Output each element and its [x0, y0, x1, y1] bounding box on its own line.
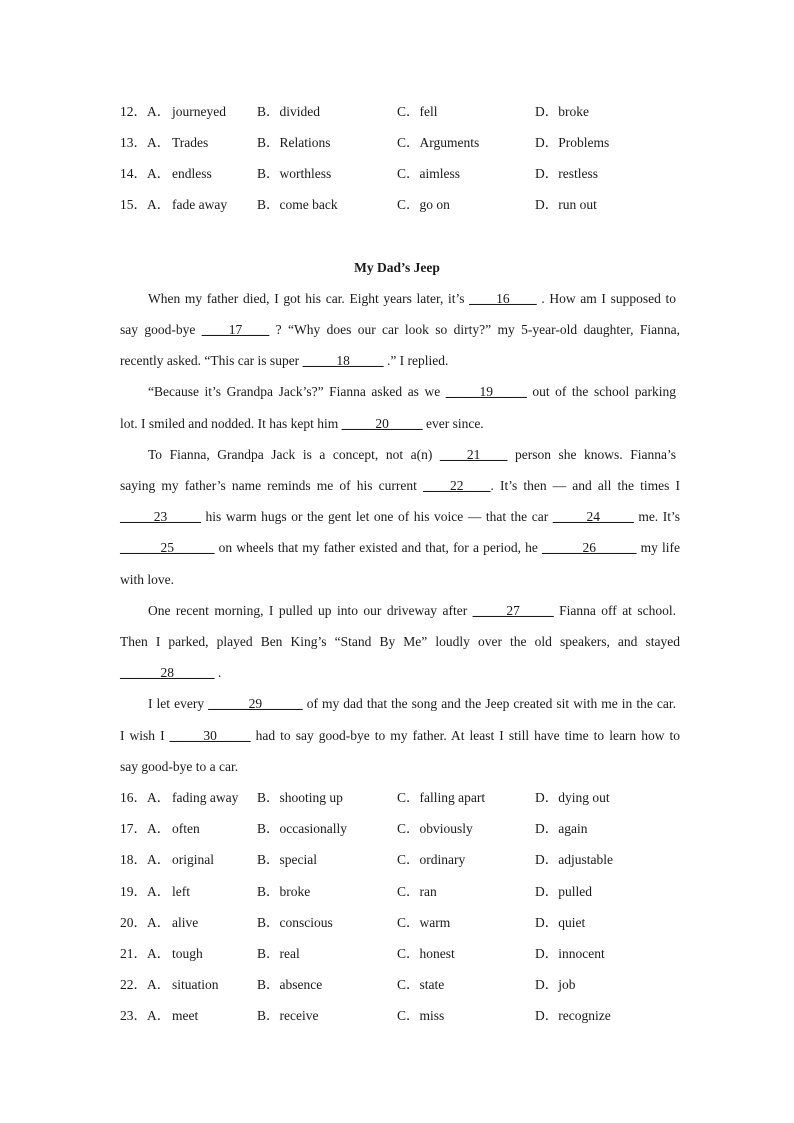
option-c: C．honest	[397, 946, 455, 961]
line-text: recently asked. “This car is super	[120, 353, 303, 368]
passage-line	[120, 538, 680, 558]
option-b: B．worthless	[257, 166, 332, 181]
option-a: fading away	[172, 790, 239, 805]
option-a: journeyed	[172, 104, 226, 119]
line-text: .	[214, 665, 222, 680]
passage-line	[120, 632, 680, 652]
option-d: D．run out	[535, 197, 597, 212]
answer-blank-30[interactable]: _____30_____	[169, 728, 251, 743]
option-a: meet	[172, 1008, 199, 1023]
option-b: B．special	[257, 852, 317, 867]
option-b: B．broke	[257, 884, 311, 899]
options-q14	[0, 164, 794, 184]
passage-line	[120, 570, 680, 590]
option-number: 12．A．	[120, 104, 171, 119]
option-number: 23．A．	[120, 1008, 171, 1023]
passage-line	[148, 382, 676, 402]
answer-blank-23[interactable]: _____23_____	[120, 509, 201, 524]
options-q21	[0, 944, 794, 964]
passage-title: My Dad’s Jeep	[354, 260, 440, 275]
line-text: of my dad that the song and the Jeep created sit with me in the car.	[302, 696, 676, 711]
option-a: often	[172, 821, 200, 836]
option-c: C．falling apart	[397, 790, 486, 805]
option-c: C．obviously	[397, 821, 473, 836]
option-number: 17．A．	[120, 821, 171, 836]
option-a: Trades	[172, 135, 209, 150]
option-c: C．warm	[397, 915, 451, 930]
options-q18	[0, 850, 794, 870]
passage-line	[120, 476, 680, 496]
passage-line	[148, 694, 676, 714]
option-a: endless	[172, 166, 212, 181]
option-b: B．conscious	[257, 915, 333, 930]
line-text: One recent morning, I pulled up into our driveway after	[148, 603, 473, 618]
option-b: B．Relations	[257, 135, 331, 150]
option-a: original	[172, 852, 214, 867]
line-text: lot. I smiled and nodded. It has kept him	[120, 416, 342, 431]
options-q19	[0, 882, 794, 902]
answer-blank-17[interactable]: ____17____	[201, 322, 270, 337]
line-text: I wish I	[120, 728, 170, 743]
option-c: C．fell	[397, 104, 438, 119]
option-number: 16．A．	[120, 790, 171, 805]
option-a: situation	[172, 977, 219, 992]
line-text: out of the school parking	[526, 384, 676, 399]
line-text: say good-bye to a car.	[120, 759, 239, 774]
passage-line	[120, 320, 680, 340]
line-text: me. It’s	[633, 509, 680, 524]
passage-line	[120, 507, 680, 527]
option-d: D．restless	[535, 166, 598, 181]
option-a: fade away	[172, 197, 228, 212]
option-c: C．Arguments	[397, 135, 480, 150]
option-b: B．real	[257, 946, 300, 961]
answer-blank-22[interactable]: ____22____	[422, 478, 491, 493]
answer-blank-25[interactable]: ______25______	[120, 540, 215, 555]
option-number: 18．A．	[120, 852, 171, 867]
line-text: saying my father’s name reminds me of his current	[120, 478, 423, 493]
options-q15	[0, 195, 794, 215]
options-q20	[0, 913, 794, 933]
option-b: B．come back	[257, 197, 338, 212]
answer-blank-20[interactable]: _____20_____	[341, 416, 423, 431]
option-d: D．recognize	[535, 1008, 611, 1023]
option-d: D．quiet	[535, 915, 586, 930]
option-d: D．adjustable	[535, 852, 613, 867]
option-b: B．receive	[257, 1008, 319, 1023]
answer-blank-24[interactable]: _____24_____	[552, 509, 634, 524]
option-d: D．dying out	[535, 790, 610, 805]
line-text: . It’s then — and all the times I	[490, 478, 680, 493]
option-c: C．ordinary	[397, 852, 466, 867]
answer-blank-26[interactable]: ______26______	[541, 540, 637, 555]
option-c: C．miss	[397, 1008, 445, 1023]
passage-line	[148, 601, 676, 621]
option-b: B．divided	[257, 104, 320, 119]
option-number: 22．A．	[120, 977, 171, 992]
line-text: Fianna off at school.	[553, 603, 676, 618]
option-number: 20．A．	[120, 915, 171, 930]
answer-blank-18[interactable]: _____18_____	[302, 353, 384, 368]
line-text: “Because it’s Grandpa Jack’s?” Fianna asked as we	[148, 384, 446, 399]
option-b: B．occasionally	[257, 821, 347, 836]
passage-line	[120, 351, 680, 371]
options-q22	[0, 975, 794, 995]
option-d: D．innocent	[535, 946, 605, 961]
line-text: ever since.	[422, 416, 484, 431]
line-text: person she knows. Fianna’s	[507, 447, 676, 462]
option-c: C．aimless	[397, 166, 460, 181]
option-a: left	[172, 884, 190, 899]
option-number: 19．A．	[120, 884, 171, 899]
options-q13	[0, 133, 794, 153]
options-q12	[0, 102, 794, 122]
option-b: B．shooting up	[257, 790, 343, 805]
option-c: C．go on	[397, 197, 450, 212]
option-d: D．job	[535, 977, 576, 992]
option-number: 14．A．	[120, 166, 171, 181]
passage-line	[148, 289, 676, 309]
answer-blank-28[interactable]: ______28______	[120, 665, 215, 680]
answer-blank-16[interactable]: ____16____	[469, 291, 537, 306]
answer-blank-19[interactable]: _____19_____	[445, 384, 527, 399]
option-d: D．pulled	[535, 884, 592, 899]
line-text: on wheels that my father existed and that, for a period, he	[214, 540, 542, 555]
passage-line	[120, 663, 680, 683]
passage-line	[120, 726, 680, 746]
line-text: To Fianna, Grandpa Jack is a concept, not a(n)	[148, 447, 440, 462]
option-number: 21．A．	[120, 946, 171, 961]
line-text: with love.	[120, 572, 174, 587]
option-d: D．broke	[535, 104, 589, 119]
line-text: Then I parked, played Ben King’s “Stand By Me” loudly over the old speakers, and stayed	[120, 634, 680, 649]
passage-line	[148, 445, 676, 465]
answer-blank-27[interactable]: _____27_____	[472, 603, 554, 618]
options-q16	[0, 788, 794, 808]
answer-blank-21[interactable]: ____21____	[439, 447, 508, 462]
line-text: ? “Why does our car look so dirty?” my 5-year-old daughter, Fianna,	[269, 322, 680, 337]
options-q23	[0, 1006, 794, 1026]
line-text: had to say good-bye to my father. At least I still have time to learn how to	[250, 728, 680, 743]
line-text: I let every	[148, 696, 209, 711]
line-text: When my father died, I got his car. Eight years later, it’s	[148, 291, 470, 306]
line-text: . How am I supposed to	[536, 291, 676, 306]
option-d: D．again	[535, 821, 588, 836]
line-text: .” I replied.	[383, 353, 449, 368]
passage-line	[120, 757, 680, 777]
option-d: D．Problems	[535, 135, 610, 150]
option-c: C．ran	[397, 884, 437, 899]
option-number: 13．A．	[120, 135, 171, 150]
passage-line	[120, 414, 680, 434]
line-text: say good-bye	[120, 322, 202, 337]
option-c: C．state	[397, 977, 445, 992]
answer-blank-29[interactable]: ______29______	[208, 696, 303, 711]
option-a: alive	[172, 915, 199, 930]
options-q17	[0, 819, 794, 839]
option-a: tough	[172, 946, 203, 961]
option-number: 15．A．	[120, 197, 171, 212]
line-text: his warm hugs or the gent let one of his voice — that the car	[201, 509, 553, 524]
option-b: B．absence	[257, 977, 323, 992]
line-text: my life	[636, 540, 680, 555]
